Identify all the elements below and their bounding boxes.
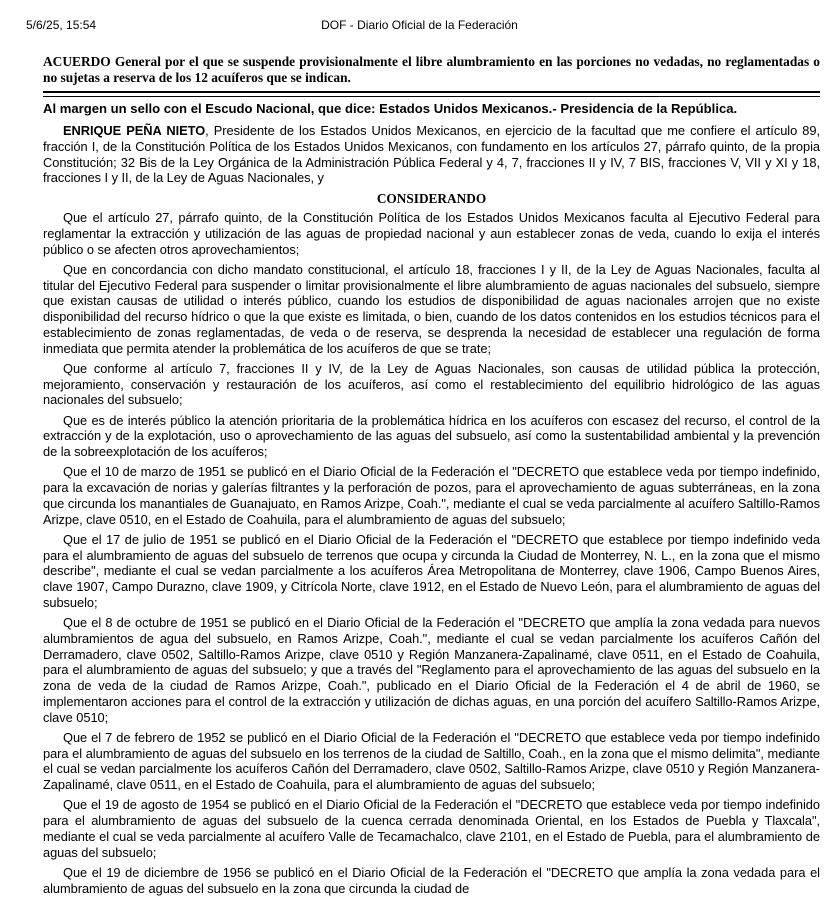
considerando-paragraph: Que es de interés público la atención prioritaria de la problemática hídrica en los acuíferos con escasez del recurso, el control de la extracción y de la explotación, uso o aprovechamiento de las aguas del subsuelo, así como la sustentabilidad ambiental y la prevención de la sobreexplotación de los acuíferos;: [43, 412, 820, 459]
considerando-paragraph: Que el 8 de octubre de 1951 se publicó en el Diario Oficial de la Federación el "DECRETO que amplía la zona vedada para nuevos alumbramientos de agua del subsuelo, en Ramos Arizpe, Coah.", mediante el cual se vedan parcialmente los acuíferos Cañón del Derramadero, clave 0502, Saltillo-Ramos Arizpe, clave 0510 y Región Manzanera-Zapalinamé, clave 0511, en el Estado de Coahuila, para el alumbramiento de aguas del subsuelo; y que a través del "Reglamento para el aprovechamiento de las aguas del subsuelo en la zona de veda de la ciudad de Ramos Arizpe, Coah.", publicado en el Diario Oficial de la Federación el 4 de abril de 1960, se implementaron acciones para el control de la extracción y utilización de dichas aguas, en una porción del acuífero Saltillo-Ramos Arizpe, clave 0510;: [43, 615, 820, 725]
intro-text: , Presidente de los Estados Unidos Mexicanos, en ejercicio de la facultad que me confiere el artículo 89, fracción I, de la Constitución Política de los Estados Unidos Mexicanos, con fundamento en los artículos 27, párrafo quinto, de la propia Constitución; 32 Bis de la Ley Orgánica de la Administración Pública Federal y 4, 7, fracciones II y IV, 7 BIS, fracciones V, VII y XI y 18, fracciones I y II, de la Ley de Aguas Nacionales, y: [43, 123, 820, 186]
section-heading: CONSIDERANDO: [376, 191, 487, 206]
print-source-title: DOF - Diario Oficial de la Federación: [321, 18, 518, 32]
considerando-paragraph: Que en concordancia con dicho mandato constitucional, el artículo 18, fracciones I y II, de la Ley de Aguas Nacionales, faculta al titular del Ejecutivo Federal para suspender o limitar provisionalmente el libre alumbramiento de aguas nacionales del subsuelo, siempre que existan causas de utilidad o interés público, cuando los estudios de disponibilidad de aguas nacionales arrojen que no existe disponibilidad del recurso hídrico o que la que existe es limitada, o bien, cuando de los datos contenidos en los estudios técnicos para el establecimiento de zonas reglamentadas, de veda o de reserva, se desprenda la necesidad de establecer una regulación de forma inmediata que permita atender la problemática de los acuíferos de que se trate;: [43, 261, 820, 356]
document-title: ACUERDO General por el que se suspende provisionalmente el libre alumbramiento en las porciones no vedadas, no reglamentadas o no sujetas a reserva de los 12 acuíferos que se indican.: [43, 54, 820, 85]
considerando-paragraph: Que el 17 de julio de 1951 se publicó en el Diario Oficial de la Federación el "DECRETO que establece por tiempo indefinido veda para el alumbramiento de aguas del subsuelo de terrenos que ocupa y circunda la Ciudad de Monterrey, N. L., en la zona que el mismo describe", mediante el cual se vedan parcialmente a los acuíferos Área Metropolitana de Monterrey, clave 1906, Campo Buenos Aires, clave 1907, Campo Durazno, clave 1909, y Citrícola Norte, clave 1912, en el Estado de Nuevo León, para el alumbramiento de aguas del subsuelo;: [43, 531, 820, 610]
considerando-paragraph: Que el 10 de marzo de 1951 se publicó en el Diario Oficial de la Federación el "DECRETO que establece veda por tiempo indefinido, para la excavación de norias y galerías filtrantes y la perforación de pozos, para el aprovechamiento de aguas subterráneas, en la zona que circunda los manantiales de Guanajuato, en Ramos Arizpe, Coah.", mediante el cual se veda parcialmente al acuífero Saltillo-Ramos Arizpe, clave 0510, en el Estado de Coahuila, para el alumbramiento de aguas del subsuelo;: [43, 464, 820, 527]
seal-line: Al margen un sello con el Escudo Nacional, que dice: Estados Unidos Mexicanos.- Presidencia de la República.: [43, 101, 738, 116]
print-header: [26, 17, 813, 33]
considerando-paragraph: Que conforme al artículo 7, fracciones II y IV, de la Ley de Aguas Nacionales, son causas de utilidad pública la protección, mejoramiento, conservación y restauración de los acuíferos, así como el restablecimiento del equilibrio hidrológico de las aguas nacionales del subsuelo;: [43, 360, 820, 408]
document-body: [43, 54, 820, 901]
president-name: ENRIQUE PEÑA NIETO: [63, 123, 206, 138]
considerando-paragraph: Que el artículo 27, párrafo quinto, de la Constitución Política de los Estados Unidos Mexicanos faculta al Ejecutivo Federal para reglamentar la extracción y utilización de las aguas de propiedad nacional y aun establecer zonas de veda, cuando lo exija el interés público o se afecten otros aprovechamientos;: [43, 210, 820, 257]
considerando-paragraph: Que el 19 de agosto de 1954 se publicó en el Diario Oficial de la Federación el "DECRETO que establece veda por tiempo indefinido para el alumbramiento de aguas del subsuelo de la cuenca cerrada denominada Oriental, en los Estados de Puebla y Tlaxcala", mediante el cual se veda parcialmente al acuífero Valle de Tecamachalco, clave 2101, en el Estado de Puebla, para el alumbramiento de aguas del subsuelo;: [43, 797, 820, 860]
considerando-paragraph: Que el 7 de febrero de 1952 se publicó en el Diario Oficial de la Federación el "DECRETO que establece veda por tiempo indefinido para el alumbramiento de aguas del subsuelo en los terrenos de la ciudad de Saltillo, Coah., en la zona que el mismo delimita", mediante el cual se vedan parcialmente los acuíferos Cañón del Derramadero, clave 0502, Saltillo-Ramos Arizpe, clave 0510 y Región Manzanera-Zapalinamé, clave 0511, en el Estado de Coahuila, para el alumbramiento de aguas del subsuelo;: [43, 729, 820, 792]
considerando-paragraph: Que el 19 de diciembre de 1956 se publicó en el Diario Oficial de la Federación el "DECRETO que amplía la zona vedada para el alumbramiento de aguas del subsuelo en la zona que circunda la ciudad de: [43, 864, 820, 896]
intro-paragraph: [43, 123, 820, 186]
print-datetime: 5/6/25, 15:54: [26, 18, 97, 32]
title-rule-thin: [43, 96, 820, 97]
title-rule-thick: [43, 91, 820, 93]
